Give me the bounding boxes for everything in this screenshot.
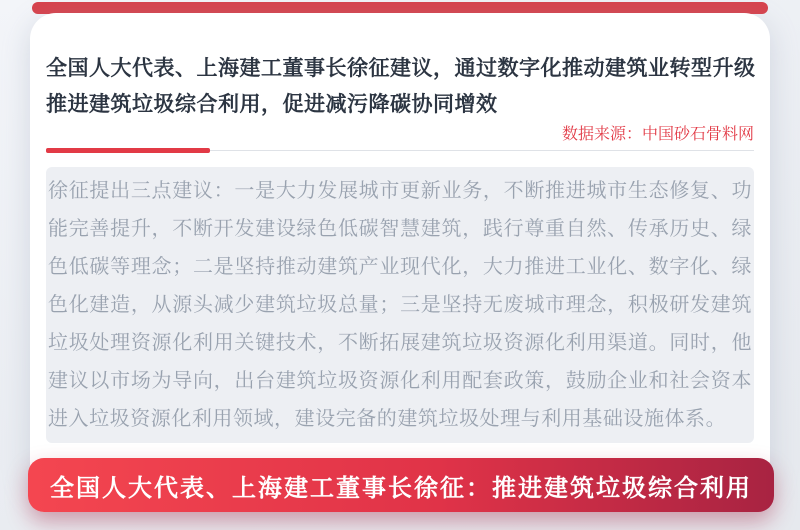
article-title-line-2: 推进建筑垃圾综合利用，促进减污降碳协同增效	[46, 93, 498, 116]
footer-ribbon	[28, 458, 774, 512]
article-title-line-1: 全国人大代表、上海建工董事长徐征建议，通过数字化推动建筑业转型升级	[46, 57, 756, 80]
divider-accent-segment	[46, 148, 210, 153]
article-title	[46, 51, 754, 123]
content-card	[30, 13, 770, 493]
section-divider	[46, 148, 754, 153]
data-source-label: 数据来源：中国砂石骨料网	[561, 126, 754, 143]
footer-ribbon-label: 全国人大代表、上海建工董事长徐征：推进建筑垃圾综合利用	[50, 474, 752, 502]
divider-hairline	[210, 150, 754, 151]
body-panel	[46, 167, 754, 443]
body-paragraph: 徐征提出三点建议：一是大力发展城市更新业务，不断推进城市生态修复、功能完善提升，不断开发建设绿色低碳智慧建筑，践行尊重自然、传承历史、绿色低碳等理念；二是坚持推动建筑产业现代化，大力推进工业化、数字化、绿色化建造，从源头减少建筑垃圾总量；三是坚持无废城市理念，积极研发建筑垃圾处理资源化利用关键技术，不断拓展建筑垃圾资源化利用渠道。同时，他建议以市场为导向，出台建筑垃圾资源化利用配套政策，鼓励企业和社会资本进入垃圾资源化利用领域，建设完备的建筑垃圾处理与利用基础设施体系。	[48, 180, 752, 430]
